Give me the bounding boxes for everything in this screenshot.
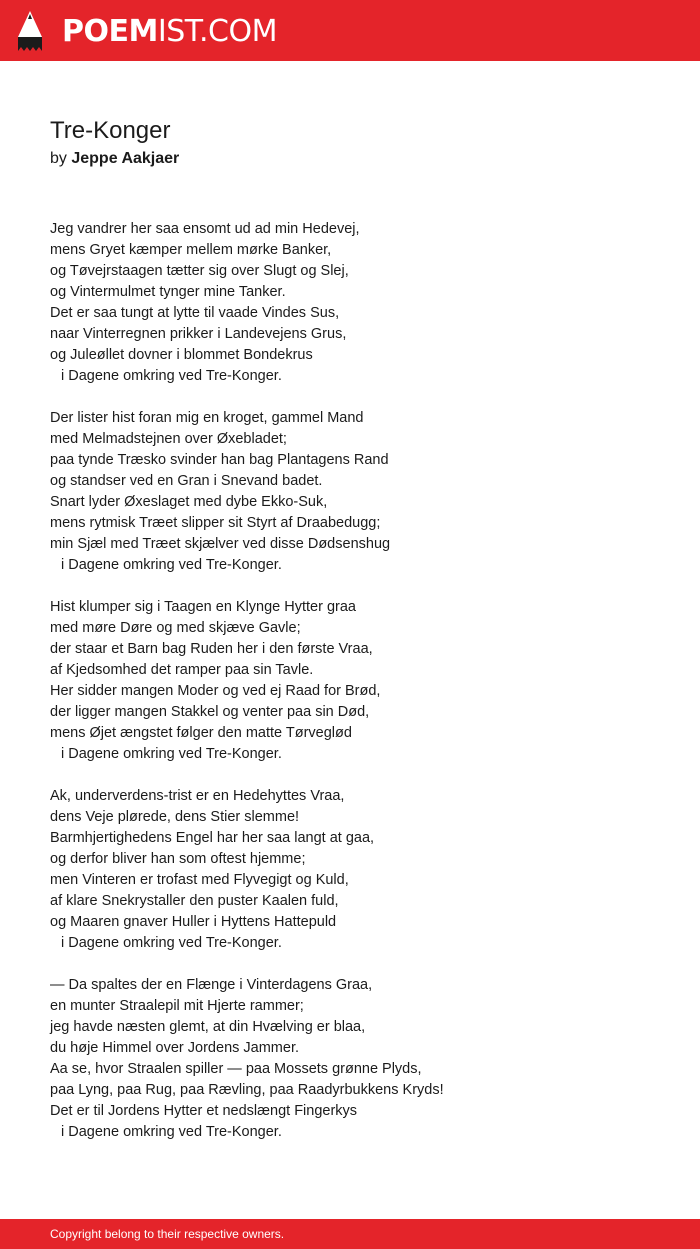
poem-line: i Dagene omkring ved Tre-Konger. [61, 557, 282, 573]
poem-line: en munter Straalepil mit Hjerte rammer; [50, 998, 304, 1014]
pencil-icon [18, 11, 42, 51]
poem-line: i Dagene omkring ved Tre-Konger. [61, 935, 282, 951]
poem-line: mens Gryet kæmper mellem mørke Banker, [50, 242, 332, 258]
stanza [50, 786, 670, 954]
poem-line: og derfor bliver han som oftest hjemme; [50, 851, 306, 867]
copyright-text: Copyright belong to their respective owners. [50, 1227, 285, 1241]
by-label: by [50, 150, 67, 167]
wordmark-strong: POEM [62, 13, 158, 49]
poem-line: naar Vinterregnen prikker i Landevejens Grus, [50, 326, 347, 342]
poem-line: og Tøvejrstaagen tætter sig over Slugt og Slej, [50, 263, 349, 279]
poem-body [50, 219, 670, 1164]
stanza [50, 597, 670, 765]
poem-line: der staar et Barn bag Ruden her i den første Vraa, [50, 641, 373, 657]
stanza [50, 408, 670, 576]
wordmark-light: IST.COM [157, 13, 277, 49]
site-footer [0, 1219, 700, 1249]
poem-line: du høje Himmel over Jordens Jammer. [50, 1040, 299, 1056]
poem-line: mens rytmisk Træet slipper sit Styrt af Draabedugg; [50, 515, 381, 531]
poem-line: med møre Døre og med skjæve Gavle; [50, 620, 301, 636]
poem-line: Snart lyder Øxeslaget med dybe Ekko-Suk, [50, 494, 328, 510]
poem-line: Aa se, hvor Straalen spiller — paa Mossets grønne Plyds, [50, 1061, 422, 1077]
poem-line: men Vinteren er trofast med Flyvegigt og Kuld, [50, 872, 349, 888]
poem-line: og standser ved en Gran i Snevand badet. [50, 473, 323, 489]
site-logo-link[interactable] [18, 10, 277, 52]
poem-line: jeg havde næsten glemt, at din Hvælving er blaa, [50, 1019, 366, 1035]
poem-line: i Dagene omkring ved Tre-Konger. [61, 746, 282, 762]
byline [50, 149, 179, 169]
poem-line: Det er til Jordens Hytter et nedslængt Fingerkys [50, 1103, 358, 1119]
poem-line: mens Øjet ængstet følger den matte Tørveglød [50, 725, 352, 741]
poem-line: Her sidder mangen Moder og ved ej Raad for Brød, [50, 683, 381, 699]
poem-line: og Juleøllet dovner i blommet Bondekrus [50, 347, 313, 363]
poem-line: Jeg vandrer her saa ensomt ud ad min Hedevej, [50, 221, 360, 237]
poem-line: og Maaren gnaver Huller i Hyttens Hattepuld [50, 914, 337, 930]
poem-line: Der lister hist foran mig en kroget, gammel Mand [50, 410, 364, 426]
poem-line: i Dagene omkring ved Tre-Konger. [61, 368, 282, 384]
poem-line: af Kjedsomhed det ramper paa sin Tavle. [50, 662, 314, 678]
poem-line: der ligger mangen Stakkel og venter paa sin Død, [50, 704, 370, 720]
poem-line: paa tynde Træsko svinder han bag Plantagens Rand [50, 452, 389, 468]
poem-line: — Da spaltes der en Flænge i Vinterdagens Graa, [50, 977, 373, 993]
poem-line: paa Lyng, paa Rug, paa Rævling, paa Raadyrbukkens Kryds! [50, 1082, 444, 1098]
site-header [0, 0, 700, 61]
stanza [50, 975, 670, 1143]
poem-line: og Vintermulmet tynger mine Tanker. [50, 284, 286, 300]
poem-line: dens Veje plørede, dens Stier slemme! [50, 809, 300, 825]
poem-line: Hist klumper sig i Taagen en Klynge Hytter graa [50, 599, 356, 615]
poem-line: Ak, underverdens-trist er en Hedehyttes Vraa, [50, 788, 345, 804]
poem-line: med Melmadstejnen over Øxebladet; [50, 431, 287, 447]
poem-line: Det er saa tungt at lytte til vaade Vindes Sus, [50, 305, 340, 321]
poem-line: af klare Snekrystaller den puster Kaalen fuld, [50, 893, 339, 909]
poem-line: i Dagene omkring ved Tre-Konger. [61, 1124, 282, 1140]
author-link[interactable]: Jeppe Aakjaer [71, 150, 180, 167]
poem-line: min Sjæl med Træet skjælver ved disse Dødsenshug [50, 536, 391, 552]
poem-title: Tre-Konger [50, 117, 171, 144]
poem-line: Barmhjertighedens Engel har her saa langt at gaa, [50, 830, 375, 846]
stanza [50, 219, 670, 387]
site-wordmark [62, 14, 277, 49]
